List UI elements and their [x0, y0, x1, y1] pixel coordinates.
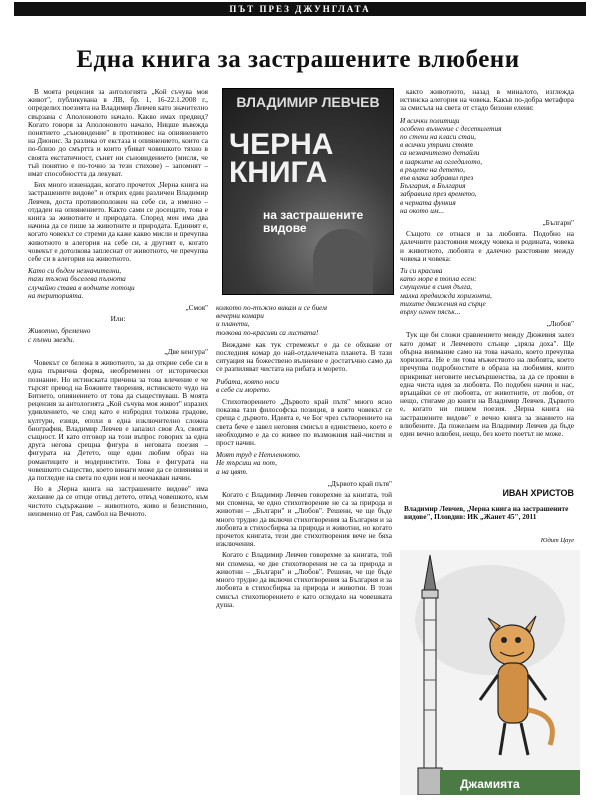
article-column-3: [400, 88, 574, 528]
article-headline: Една книга за застрашените влюбени: [76, 46, 520, 73]
poem-title: „Две кенгура": [164, 346, 208, 356]
illustrator-credit: Юдит Цауе: [540, 537, 574, 544]
cartoon-illustration: [400, 550, 580, 795]
poem-quote: Животно, бременно с пъпни звезди.: [28, 326, 91, 344]
poem-quote: И всички политици особено вълнение с десетилетия по стени на класи стаи, в всички утрини стоят са незначително детайли в шарките на огледалото, в ръцете на детето, във влака забравил през България, в България забравила през времето, в черната функия на окото им...: [400, 115, 502, 215]
paragraph: Същото се отнася и за любовта. Подобно на далечните разстояния между човека и родината, човека и животното, любовта е далечно разстояние между човека и човека:: [400, 229, 574, 263]
poem-quote: Моят труд е Нетленното. Не търсиш на пот, а на цвят.: [216, 450, 301, 476]
poem-quote: Като си бъдем незначителни, тази тъжна бъселева пълнота случайно става в водните потоци на територията.: [28, 266, 135, 300]
paragraph: Тук ще би сложи сравнението между Дюжевия залез като домат и Левчевото слънце „зряла доха". Ще обърна внимание само на това начало, което пречупва хоризонта. Не е ли това мъжеството на любовта, което пречупва подробностите в образа на любимия, които прикриват неговите несъвършенства, за да се прояви в една чиста идея за любовта. По подобен начин и нас, връщайки се от любовта, от животните, от любов, от нещо, стигаме до книги на Владимир Левчев. Дървото е, когато ни пишем поезия. „Черна книга на застрашените видове" е вечно книга за знанието на влюбените. Да пожелаем на Владимир Левчев да бъде един вечно влюбен, нещо, без което поетът не може.: [400, 330, 574, 438]
poem-quote: колкото по-тъжно викам и се бием вечерни комари и планети, толкова по-красиви са листата!: [216, 303, 327, 337]
section-header: ПЪТ ПРЕЗ ДЖУНГЛАТА: [14, 2, 586, 16]
paragraph: Виждаме как тук стремежът е да се обхване от последния комар до най-отдалечената планета. В тази ситуация на божествено вълнение е достатъчно само да се разпиляват чистата на рибата и морето.: [216, 339, 392, 374]
paragraph: Бих много изненадан, когато прочетох „Черна книга на застрашените видове" и открих един различен Владимир Левчев, доста противоположен на себе си, а именно – отдаден на опиянението. Както сами се досещате, това е книга за животните и природата. Според мен има два начина да се пише за животните и природата. Единият е, когато човекът се стреми да каже какво мисли и пречупва животното в алегория на себе си, а другият е, когато човекът е дотолкова заплеснат от животното, че пречупва себе си в алегория на животното.: [28, 180, 208, 264]
poem-title: „Българи": [542, 218, 574, 228]
book-credit: Владимир Левчев, „Черна книга на застрашените видове", Пловдив: ИК „Жанет 45", 2011: [404, 504, 569, 522]
poem-title: „Смоя": [185, 303, 208, 313]
poem-quote: Рибата, която носи в себе си морето.: [216, 376, 280, 394]
article-author: ИВАН ХРИСТОВ: [502, 488, 574, 498]
cover-title: ЧЕРНА КНИГА: [229, 128, 334, 189]
cover-author: ВЛАДИМИР ЛЕВЧЕВ: [236, 94, 380, 110]
article-column-1: [28, 88, 208, 796]
cover-subtitle: на застрашените видове: [263, 208, 364, 235]
paragraph: Но в „Черна книга на застрашените видове" има желание да се отиде отвъд детето, отвъд човешкото, към чистото съдържание – животното, живо и безистинно, неизменно от Рая, самбол на Вечното.: [28, 484, 208, 518]
paragraph: Стихотворението „Дървото край пътя" много ясно показва тази философска позиция, в която човекът се среща с дървото. Идеята е, че Бог чрез сътворението на света бече е завел неговия смисъл в единствено, което е необходимо е да со живее по възможния най-чистия и прост начин.: [216, 397, 392, 448]
poem-title: „Любов": [546, 319, 574, 329]
paragraph: В моята рецензия за антологията „Кой съчува моя живот", публикувана в ЛВ, бр. 1, 16-22.1.2008 г., определих поезията на Владимир Левчев като значително свързана с Аполоновото начало. Какво имах предвид? Когато говоря за Аполоновото начало, Ницше въвежда понятието „съновидение" в противовес на опиянението на Дионис. За разлика от екстаза и опиянението, които са по-близо до смъртта и които убиват човешкото тяхно в своята екстатичност, сънят ни съновидението (мисля, че тъй понятно е по-точно за тези стихове) – запомнят – имат способността да лекуват.: [28, 88, 208, 179]
book-cover-image: [222, 88, 394, 295]
poem-title: „Дървото край пътя": [327, 478, 392, 488]
poem-quote: Ти си красива като море в топла есен: смущение в синя дълга, малка предвижда хоризонта, тихите движения на сърце върху огнен пясък...: [400, 266, 492, 317]
paragraph: Когато с Владимир Левчев говорехме за книгата, той ми спомена, че едно стихотворение не са за природа и животни – „Българи" и „Любов". Решени, че ще бъде много трудно да включи стихотворения за България и за любовта в стихосбирка за природа и животни, но когато прочетох книгата, тези две стихотворения вече не бяха изключения.: [216, 490, 392, 549]
illustration-sign: Джамията: [460, 777, 520, 791]
article-column-2: [216, 300, 392, 796]
paragraph: Когато с Владимир Левчев говорехме за книгата, той ми спомена, че две стихотворения не са за природа и животни – „Българи" и „Любов". Решени, че ще бъде много трудно да включи стихотворения за България и за любовта в стихосбирка за природа и животни. В този смисъл стихотворението е като огледало на човешката душа.: [216, 550, 392, 609]
paragraph: Човекът се бележа в животното, за да открие себе си в една първична форма, необременен от исторически познание. Но истинската причина за това влечение е че търсят превод на Божиите творения, истинското чудо на Битието, опиянението от това да съществуваш. В моята рецензия за антологията „Кой съчува моя живот" изразих удивлението, че след като е избродил толкова градове, култури, езици, епохи в една изключително сложна биография, Владимир Левчев е запазил своя Аз, своята същност. И като отговор на този въпрос говорих за една друга негова срещна фигура в неговата поезия – фигурата на Детето, още един любим образ на романтиците и модернистите. Това е фигурата на човешкото същество, което винаги може да се опиянява и да погледне на света по един нов и неочакван начин.: [28, 358, 208, 482]
paragraph: Или:: [110, 314, 126, 324]
paragraph: както животното, назад в миналото, изглежда истинска алегория на човека. Какъв по-добра метафора за смисъла на света от стадо бизони елени:: [400, 88, 574, 113]
